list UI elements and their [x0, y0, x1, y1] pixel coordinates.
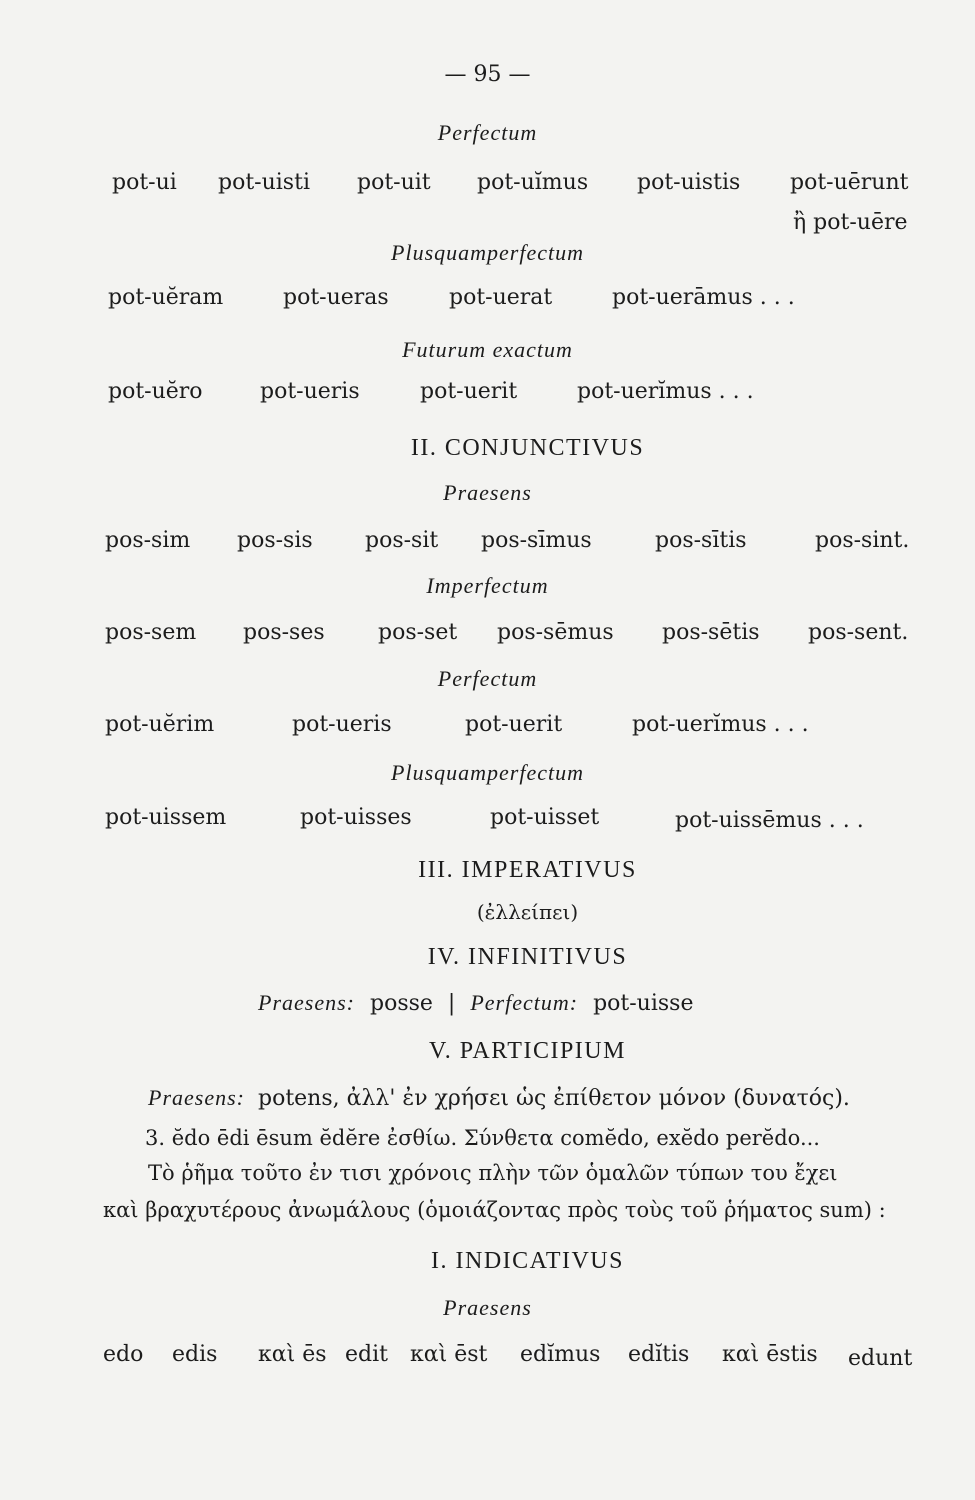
form: pos-sēmus — [497, 620, 614, 645]
form: edit — [345, 1342, 388, 1367]
form: pot-uerit — [465, 712, 563, 737]
form: pos-sis — [237, 528, 313, 553]
participium-line — [148, 1085, 850, 1112]
note-ellipei: (ἐλλείπει) — [476, 900, 579, 924]
separator: | — [447, 991, 456, 1016]
form: pot-uerāmus . . . — [612, 285, 795, 310]
form: pot-ui — [112, 170, 177, 195]
form: pot-uĕro — [108, 379, 203, 404]
heading-imperfectum: Imperfectum — [426, 573, 549, 598]
form: pot-ueris — [292, 712, 392, 737]
label-praesens: Praesens: — [148, 1085, 245, 1110]
infinitive-perfectum: pot-uisse — [593, 991, 694, 1016]
form: pot-uerĭmus . . . — [632, 712, 809, 737]
form: pos-sent. — [808, 620, 909, 645]
form: pot-uērunt — [790, 170, 909, 195]
form: pot-uerĭmus . . . — [577, 379, 754, 404]
form-alternative: ἢ pot-uēre — [793, 210, 908, 235]
form: pot-ueras — [283, 285, 389, 310]
heading-indicativus: I. INDICATIVUS — [431, 1248, 624, 1274]
form: pos-sint. — [815, 528, 910, 553]
heading-infinitivus: IV. INFINITIVUS — [427, 944, 628, 970]
heading-perfectum: Perfectum — [437, 120, 538, 145]
form: edunt — [848, 1346, 913, 1371]
form: pot-uĕram — [108, 285, 224, 310]
form: edis — [172, 1342, 218, 1367]
form: pot-uissēmus . . . — [675, 808, 864, 833]
heading-participium: V. PARTICIPIUM — [429, 1038, 626, 1064]
edo-line-3: καὶ βραχυτέρους ἀνωμάλους (ὁμοιάζοντας πρὸς τοὺς τοῦ ῥήματος sum) : — [103, 1198, 886, 1222]
form: pos-sētis — [662, 620, 760, 645]
form: pot-uistis — [637, 170, 741, 195]
edo-line-1: 3. ĕdo ēdi ēsum ĕdĕre ἐσθίω. Σύνθετα comĕdo, exĕdo perĕdo... — [145, 1126, 820, 1150]
form: pos-sīmus — [481, 528, 592, 553]
form: pot-ueris — [260, 379, 360, 404]
form: pos-sit — [365, 528, 439, 553]
heading-conjunctivus: II. CONJUNCTIVUS — [410, 435, 645, 461]
form: καὶ ēstis — [722, 1342, 818, 1367]
label-perfectum: Perfectum: — [470, 990, 579, 1015]
form: pos-sim — [105, 528, 191, 553]
heading-plusquamperfectum: Plusquamperfectum — [391, 760, 584, 785]
form: pot-uisti — [218, 170, 310, 195]
heading-imperativus: III. IMPERATIVUS — [418, 857, 637, 883]
infinitive-praesens: posse — [369, 991, 433, 1016]
form: pot-uissem — [105, 805, 227, 830]
form: pot-uerat — [449, 285, 553, 310]
heading-praesens: Praesens — [443, 1295, 532, 1320]
form: pot-uisset — [490, 805, 600, 830]
form: edĭmus — [520, 1342, 601, 1367]
form: edĭtis — [628, 1342, 690, 1367]
form: pot-uerit — [420, 379, 518, 404]
participium-text: potens, ἀλλ' ἐν χρήσει ὡς ἐπίθετον μόνον (δυνατός). — [257, 1086, 850, 1111]
form: pot-uit — [357, 170, 431, 195]
form: pos-sītis — [655, 528, 747, 553]
form: pot-uisses — [300, 805, 412, 830]
edo-line-2: Τὸ ῥῆμα τοῦτο ἐν τισι χρόνοις πλὴν τῶν ὁμαλῶν τύπων του ἔχει — [148, 1161, 838, 1185]
page-number: — 95 — — [444, 62, 531, 87]
form: pos-sem — [105, 620, 197, 645]
infinitivus-line — [258, 990, 694, 1017]
label-praesens: Praesens: — [258, 990, 355, 1015]
heading-perfectum: Perfectum — [437, 666, 538, 691]
heading-praesens: Praesens — [443, 480, 532, 505]
form: καὶ ēst — [410, 1342, 488, 1367]
form: pot-uĭmus — [477, 170, 589, 195]
heading-futurum-exactum: Futurum exactum — [402, 337, 573, 362]
form: pos-set — [378, 620, 458, 645]
heading-plusquamperfectum: Plusquamperfectum — [391, 240, 584, 265]
form: pos-ses — [243, 620, 325, 645]
form: καὶ ēs — [258, 1342, 327, 1367]
form: edo — [103, 1342, 144, 1367]
form: pot-uĕrim — [105, 712, 215, 737]
